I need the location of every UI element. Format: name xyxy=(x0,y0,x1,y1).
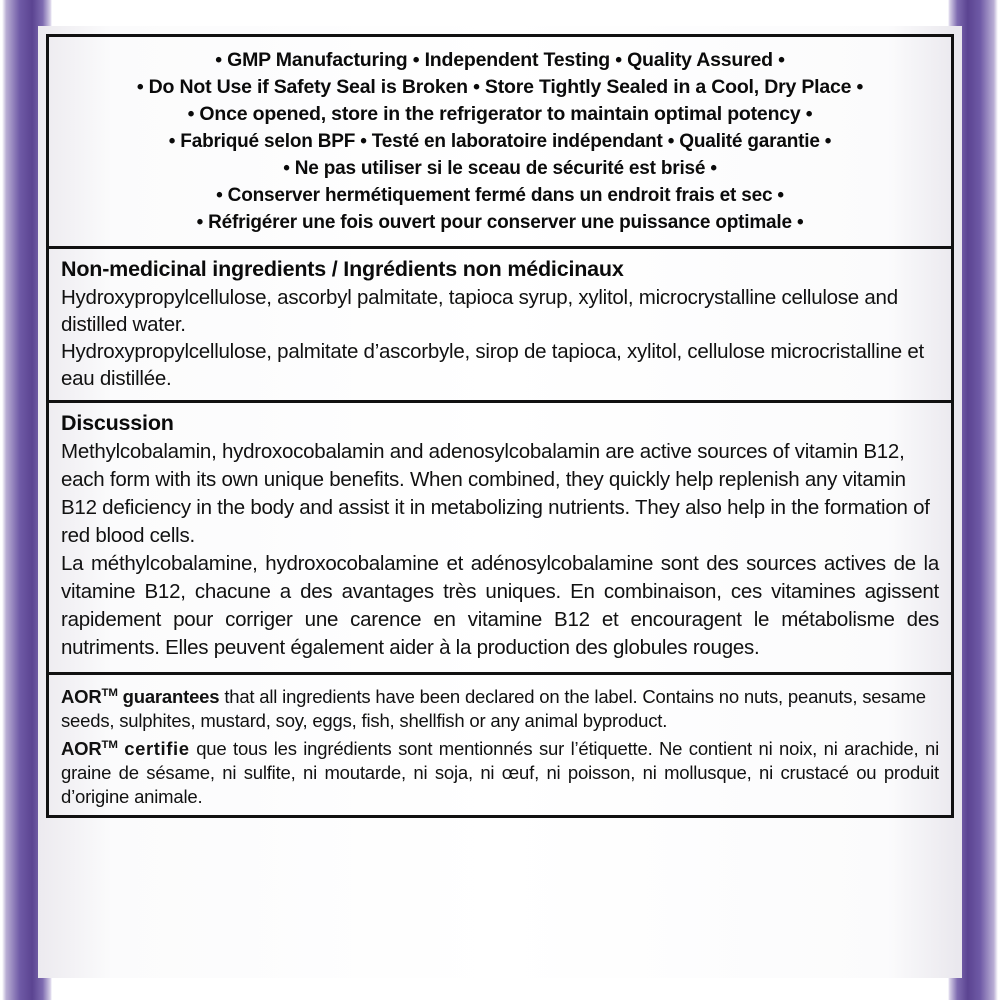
label-top-edge xyxy=(0,0,1000,26)
guarantee-fr xyxy=(61,733,939,809)
quality-bullets-panel xyxy=(46,34,954,249)
bullet-line-fr-1: • Fabriqué selon BPF • Testé en laboratoire indépendant • Qualité garantie • xyxy=(168,131,832,152)
label-face xyxy=(38,26,962,978)
non-medicinal-body-en: Hydroxypropylcellulose, ascorbyl palmitate, tapioca syrup, xylitol, microcrystalline cellulose and distilled water. xyxy=(61,286,898,336)
discussion-panel xyxy=(46,403,954,675)
bullet-line-fr-4: • Réfrigérer une fois ouvert pour conserver une puissance optimale • xyxy=(196,212,804,233)
bullet-line-en-2: • Do Not Use if Safety Seal is Broken • Store Tightly Sealed in a Cool, Dry Place • xyxy=(136,76,864,98)
guarantee-body-fr: que tous les ingrédients sont mentionnés sur l’étiquette. Ne contient ni noix, ni arachide, ni graine de sésame, ni sulfite, ni moutarde, ni soja, ni œuf, ni poisson, ni mollusque, ni crustacé ou produit d’origine animale. xyxy=(61,738,939,808)
trademark-symbol-fr: TM xyxy=(101,739,118,752)
bullet-line-fr-3: • Conserver hermétiquement fermé dans un endroit frais et sec • xyxy=(216,185,784,206)
brand-name-fr: AOR xyxy=(61,738,102,760)
bullet-line-fr-2: • Ne pas utiliser si le sceau de sécurité est brisé • xyxy=(283,158,717,179)
bullet-line-en-1: • GMP Manufacturing • Independent Testing • Quality Assured • xyxy=(215,49,785,71)
non-medicinal-body-fr: Hydroxypropylcellulose, palmitate d’ascorbyle, sirop de tapioca, xylitol, cellulose microcristalline et eau distillée. xyxy=(61,340,924,390)
discussion-heading: Discussion xyxy=(61,411,174,435)
guarantee-en xyxy=(61,681,939,733)
brand-name-en: AOR xyxy=(61,686,102,708)
trademark-symbol-en: TM xyxy=(101,687,118,699)
guarantee-panel xyxy=(46,675,954,818)
non-medicinal-heading: Non-medicinal ingredients / Ingrédients non médicinaux xyxy=(61,257,624,281)
discussion-body-fr: La méthylcobalamine, hydroxocobalamine et adénosylcobalamine sont des sources actives de la vitamine B12, chacune a des avantages très uniques. En combinaison, ces vitamines agissent rapidement pour corriger une carence en vitamine B12 et encouragent le métabolisme des nutriments. Elles peuvent également aider à la production des globules rouges. xyxy=(61,552,939,659)
guarantee-body-en: that all ingredients have been declared on the label. Contains no nuts, peanuts, sesame seeds, sulphites, mustard, soy, eggs, fish, shellfish or any animal byproduct. xyxy=(61,686,926,732)
guarantee-lead-fr: certifie xyxy=(124,738,190,760)
guarantee-lead-en: guarantees xyxy=(122,686,220,708)
non-medicinal-ingredients-panel xyxy=(46,249,954,403)
bullet-line-en-3: • Once opened, store in the refrigerator to maintain optimal potency • xyxy=(187,103,813,125)
discussion-body-en: Methylcobalamin, hydroxocobalamin and adenosylcobalamin are active sources of vitamin B12, each form with its own unique benefits. When combined, they quickly help replenish any vitamin B12 deficiency in the body and assist it in metabolizing nutrients. They also help in the formation of red blood cells. xyxy=(61,440,930,547)
